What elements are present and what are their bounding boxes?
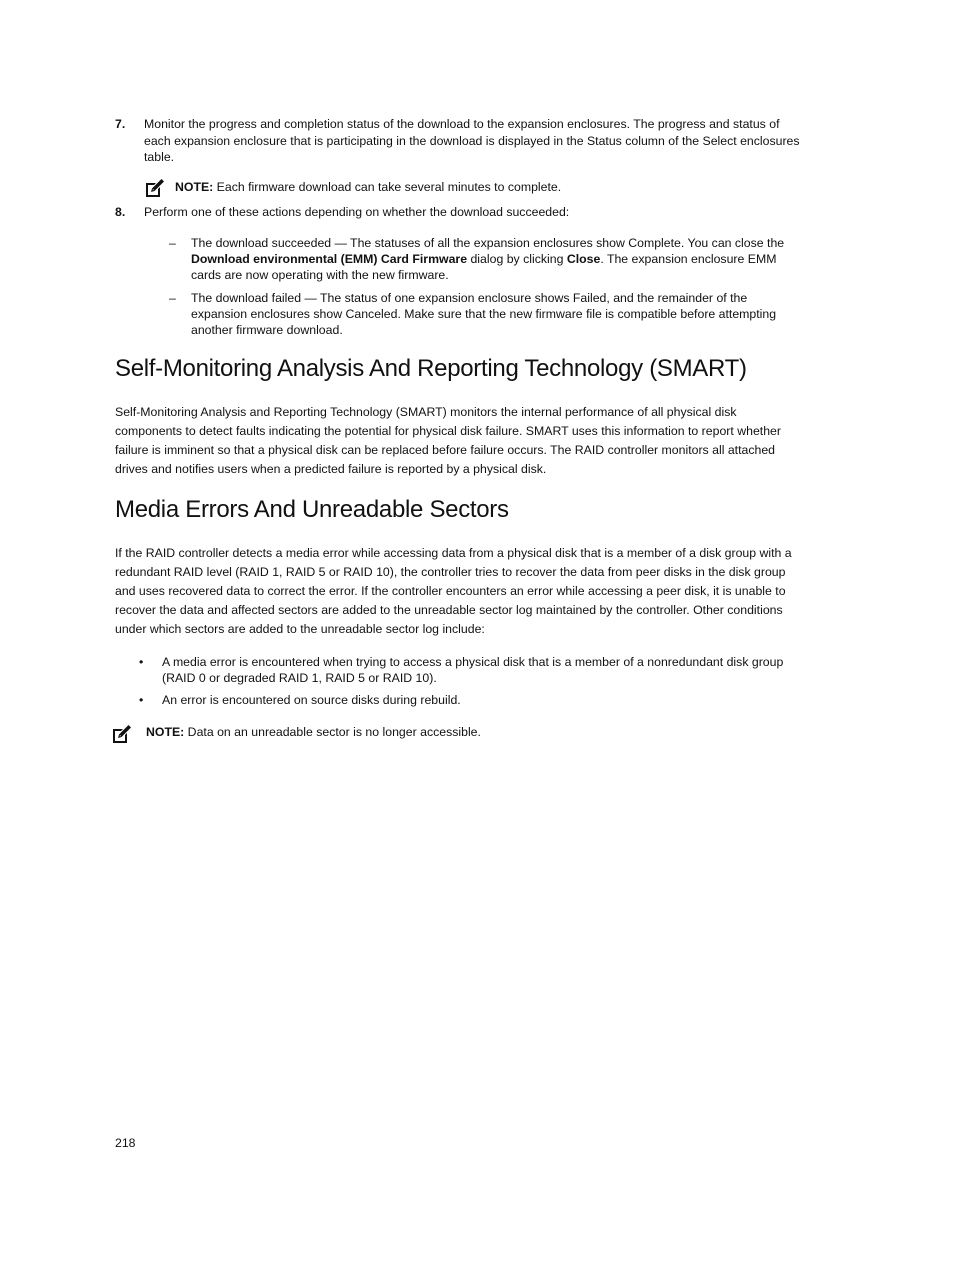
media-note [146, 724, 481, 741]
smart-body: Self-Monitoring Analysis and Reporting Technology (SMART) monitors the internal performance of all physical disk components to detect faults indicating the potential for physical disk failure. SMART uses this information to report whether failure is imminent so that a physical disk can be replaced before failure occurs. The RAID controller monitors all attached drives and notifies users when a predicted failure is reported by a physical disk. [115, 405, 781, 476]
step-7-number: 7. [115, 117, 126, 131]
step-7-text: Monitor the progress and completion status of the download to the expansion enclosures. The progress and status of each expansion enclosure that is participating in the download is displayed in the Status column of the Select enclosures table. [144, 117, 800, 164]
dash-marker: – [169, 236, 176, 250]
step-7-note [175, 179, 561, 196]
note-label: NOTE: [175, 180, 214, 194]
text-segment: dialog by clicking [467, 252, 567, 266]
pencil-note-icon [145, 178, 165, 198]
section-heading-media-errors: Media Errors And Unreadable Sectors [115, 496, 509, 523]
step-8-number: 8. [115, 205, 126, 219]
note-label: NOTE: [146, 725, 185, 739]
note-text: Data on an unreadable sector is no longer accessible. [184, 725, 481, 739]
close-label: Close [566, 252, 601, 266]
bullet-marker: • [139, 693, 144, 707]
dash-marker: – [169, 291, 176, 305]
text-segment: . The expansion enclosure EMM cards are now operating with the new firmware. [191, 252, 777, 282]
step-8-option-succeeded [191, 235, 806, 283]
media-bullet-2: An error is encountered on source disks during rebuild. [162, 693, 461, 707]
section-heading-smart: Self-Monitoring Analysis And Reporting Technology (SMART) [115, 355, 747, 382]
dialog-name: Download environmental (EMM) Card Firmware [191, 252, 468, 266]
page-number: 218 [115, 1136, 136, 1150]
bullet-marker: • [139, 655, 144, 669]
media-bullet-1: A media error is encountered when trying to access a physical disk that is a member of a nonredundant disk group (RAID 0 or degraded RAID 1, RAID 5 or RAID 10). [162, 655, 784, 685]
step-8-option-failed: The download failed — The status of one expansion enclosure shows Failed, and the remainder of the expansion enclosures show Canceled. Make sure that the new firmware file is compatible before attempting another firmware download. [191, 291, 777, 337]
note-text: Each firmware download can take several minutes to complete. [213, 180, 562, 194]
pencil-note-icon [112, 724, 132, 744]
text-segment: The download succeeded — The statuses of all the expansion enclosures show Complete. You can close the [191, 236, 785, 250]
media-body: If the RAID controller detects a media error while accessing data from a physical disk that is a member of a disk group with a redundant RAID level (RAID 1, RAID 5 or RAID 10), the controller tries to recover the data from peer disks in the disk group and uses recovered data to correct the error. If the controller encounters an error while accessing a peer disk, it is unable to recover the data and affected sectors are added to the unreadable sector log maintained by the controller. Other conditions under which sectors are added to the unreadable sector log include: [115, 546, 792, 636]
step-8-text: Perform one of these actions depending on whether the download succeeded: [144, 205, 570, 219]
